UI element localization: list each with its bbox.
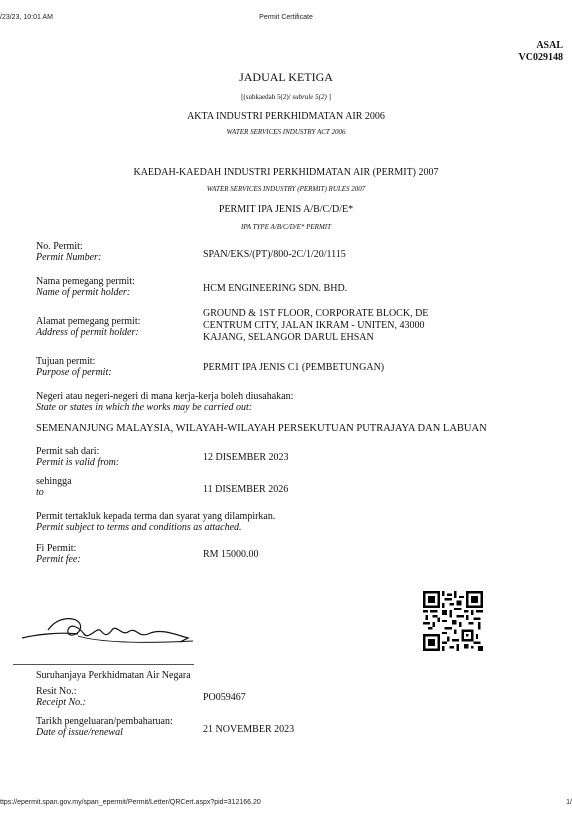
subrule-suffix: ] bbox=[326, 93, 331, 101]
holder-label bbox=[36, 276, 135, 298]
subrule-italic: subrule 5(2) bbox=[292, 93, 327, 101]
fee-label-ms: Fi Permit: bbox=[36, 543, 77, 554]
permit-number-label bbox=[36, 241, 101, 263]
purpose-label bbox=[36, 356, 112, 378]
issue-date-label-en: Date of issue/renewal bbox=[36, 727, 123, 738]
valid-from-value: 12 DISEMBER 2023 bbox=[203, 452, 289, 463]
permit-number-label-en: Permit Number: bbox=[36, 252, 102, 263]
states-value: SEMENANJUNG MALAYSIA, WILAYAH-WILAYAH PERSEKUTUAN PUTRAJAYA DAN LABUAN bbox=[36, 423, 487, 434]
receipt-value: PO059467 bbox=[203, 692, 246, 703]
issue-date-value: 21 NOVEMBER 2023 bbox=[203, 724, 295, 735]
holder-value: HCM ENGINEERING SDN. BHD. bbox=[203, 283, 348, 294]
address-label-en: Address of permit holder: bbox=[36, 327, 139, 338]
commission-name: Suruhanjaya Perkhidmatan Air Negara bbox=[36, 670, 191, 681]
print-url: ttps://epermit.span.gov.my/span_epermit/Permit/Letter/QRCert.aspx?pid=312166.20 bbox=[0, 799, 261, 806]
address-line-1: GROUND & 1ST FLOOR, CORPORATE BLOCK, DE bbox=[203, 308, 429, 319]
receipt-label-en: Receipt No.: bbox=[36, 697, 86, 708]
corner-code-line2: VC029148 bbox=[518, 52, 563, 63]
issue-date-label-ms: Tarikh pengeluaran/pembaharuan: bbox=[36, 716, 173, 727]
schedule-title: JADUAL KETIGA bbox=[239, 70, 333, 84]
fee-label bbox=[36, 543, 81, 565]
schedule-subrule bbox=[0, 93, 572, 101]
fee-label-en: Permit fee: bbox=[36, 554, 81, 565]
subrule-prefix: [(subkaedah 5(2)/ bbox=[241, 93, 293, 101]
receipt-label-ms: Resit No.: bbox=[36, 686, 77, 697]
states-label bbox=[36, 391, 293, 413]
valid-until-value: 11 DISEMBER 2026 bbox=[203, 484, 289, 495]
states-label-en: State or states in which the works may be carried out: bbox=[36, 402, 253, 413]
corner-code bbox=[519, 40, 563, 64]
valid-until-label bbox=[36, 476, 72, 498]
terms-note-en: Permit subject to terms and conditions as attached. bbox=[36, 522, 242, 533]
states-label-ms: Negeri atau negeri-negeri di mana kerja-kerja boleh diusahakan: bbox=[36, 391, 294, 402]
permit-number-value: SPAN/EKS/(PT)/800-2C/1/20/1115 bbox=[203, 249, 346, 260]
address-label bbox=[36, 316, 140, 338]
holder-label-en: Name of permit holder: bbox=[36, 287, 131, 298]
rules-title-en: WATER SERVICES INDUSTRY (PERMIT) RULES 2007 bbox=[206, 185, 366, 193]
rules-title: KAEDAH-KAEDAH INDUSTRI PERKHIDMATAN AIR (PERMIT) 2007 bbox=[133, 167, 439, 178]
issue-date-label bbox=[36, 716, 173, 738]
valid-until-label-ms: sehingga bbox=[36, 476, 72, 487]
purpose-value: PERMIT IPA JENIS C1 (PEMBETUNGAN) bbox=[203, 362, 385, 373]
permit-type-en: IPA TYPE A/B/C/D/E* PERMIT bbox=[240, 223, 332, 231]
qr-code-icon bbox=[423, 591, 483, 651]
address-line-3: KAJANG, SELANGOR DARUL EHSAN bbox=[203, 332, 374, 343]
valid-from-label-ms: Permit sah dari: bbox=[36, 446, 100, 457]
receipt-label bbox=[36, 686, 86, 708]
valid-until-label-en: to bbox=[36, 487, 44, 498]
valid-from-label bbox=[36, 446, 119, 468]
corner-code-line1: ASAL bbox=[536, 40, 563, 51]
print-page-title: Permit Certificate bbox=[259, 14, 313, 21]
holder-label-ms: Nama pemegang permit: bbox=[36, 276, 135, 287]
purpose-label-ms: Tujuan permit: bbox=[36, 356, 96, 367]
address-label-ms: Alamat pemegang permit: bbox=[36, 316, 141, 327]
terms-note-ms: Permit tertakluk kepada terma dan syarat yang dilampirkan. bbox=[36, 511, 276, 522]
act-title: AKTA INDUSTRI PERKHIDMATAN AIR 2006 bbox=[187, 111, 385, 122]
fee-value: RM 15000.00 bbox=[203, 549, 259, 560]
print-datetime: /23/23, 10:01 AM bbox=[0, 14, 53, 21]
address-value bbox=[203, 308, 428, 344]
print-page-number: 1/ bbox=[566, 799, 572, 806]
signature-icon bbox=[18, 608, 198, 650]
purpose-label-en: Purpose of permit: bbox=[36, 367, 112, 378]
valid-from-label-en: Permit is valid from: bbox=[36, 457, 120, 468]
act-title-en: WATER SERVICES INDUSTRY ACT 2006 bbox=[226, 128, 346, 136]
address-line-2: CENTRUM CITY, JALAN IKRAM - UNITEN, 43000 bbox=[203, 320, 425, 331]
permit-type: PERMIT IPA JENIS A/B/C/D/E* bbox=[218, 204, 354, 215]
terms-note bbox=[36, 511, 275, 533]
permit-number-label-ms: No. Permit: bbox=[36, 241, 83, 252]
signature-line bbox=[13, 664, 194, 665]
